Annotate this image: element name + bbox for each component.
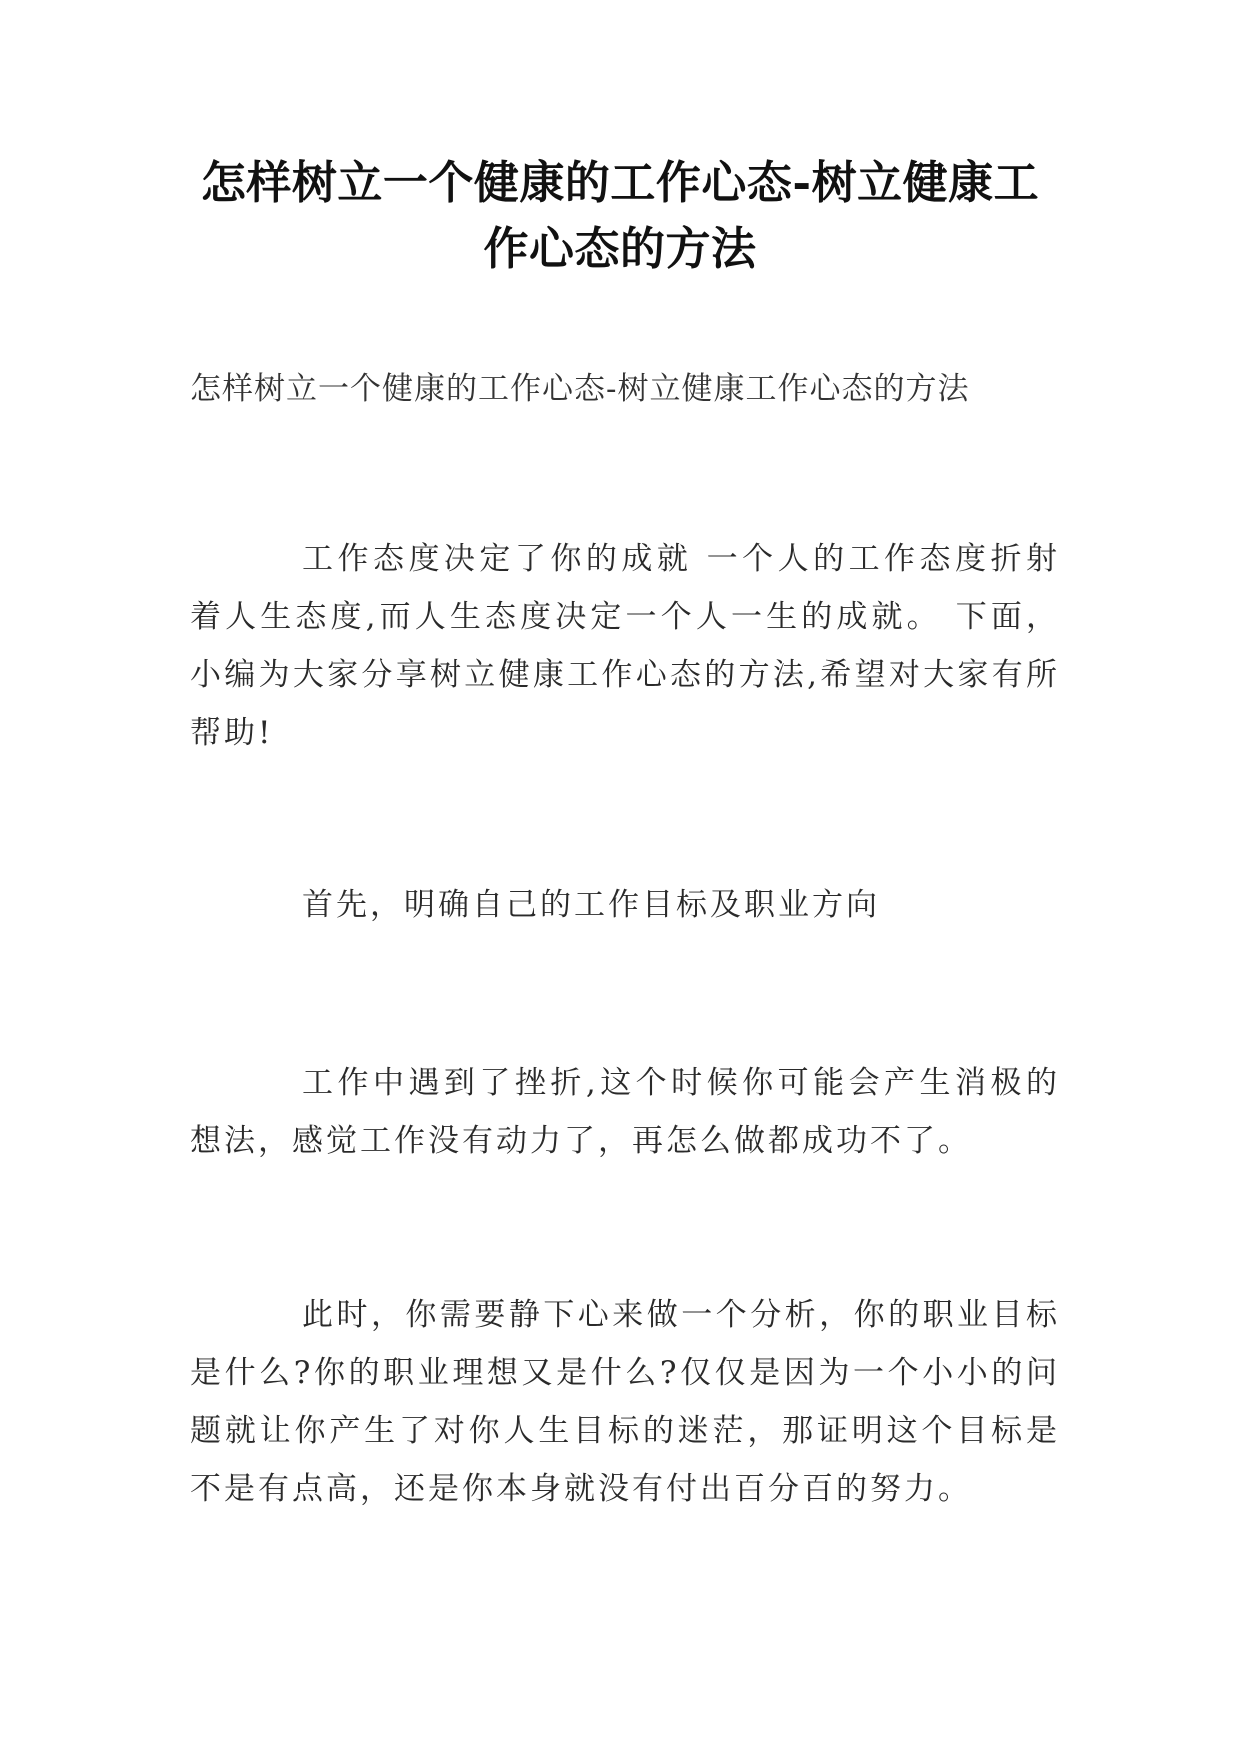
document-title: 怎样树立一个健康的工作心态-树立健康工作心态的方法: [200, 156, 1040, 275]
paragraph-setback: 工作中遇到了挫折,这个时候你可能会产生消极的想法，感觉工作没有动力了，再怎么做都成功不了。: [190, 1065, 1060, 1159]
document-subtitle: 怎样树立一个健康的工作心态-树立健康工作心态的方法: [190, 371, 970, 407]
paragraph-analysis: 此时，你需要静下心来做一个分析，你的职业目标是什么?你的职业理想又是什么?仅仅是因为一个小小的问题就让你产生了对你人生目标的迷茫，那证明这个目标是不是有点高，还是你本身就没有付出百分百的努力。: [190, 1297, 1060, 1507]
paragraph-intro: 工作态度决定了你的成就 一个人的工作态度折射着人生态度,而人生态度决定一个人一生的成就。 下面，小编为大家分享树立健康工作心态的方法,希望对大家有所帮助!: [190, 541, 1060, 751]
paragraph-heading-first: 首先，明确自己的工作目标及职业方向: [302, 887, 880, 923]
